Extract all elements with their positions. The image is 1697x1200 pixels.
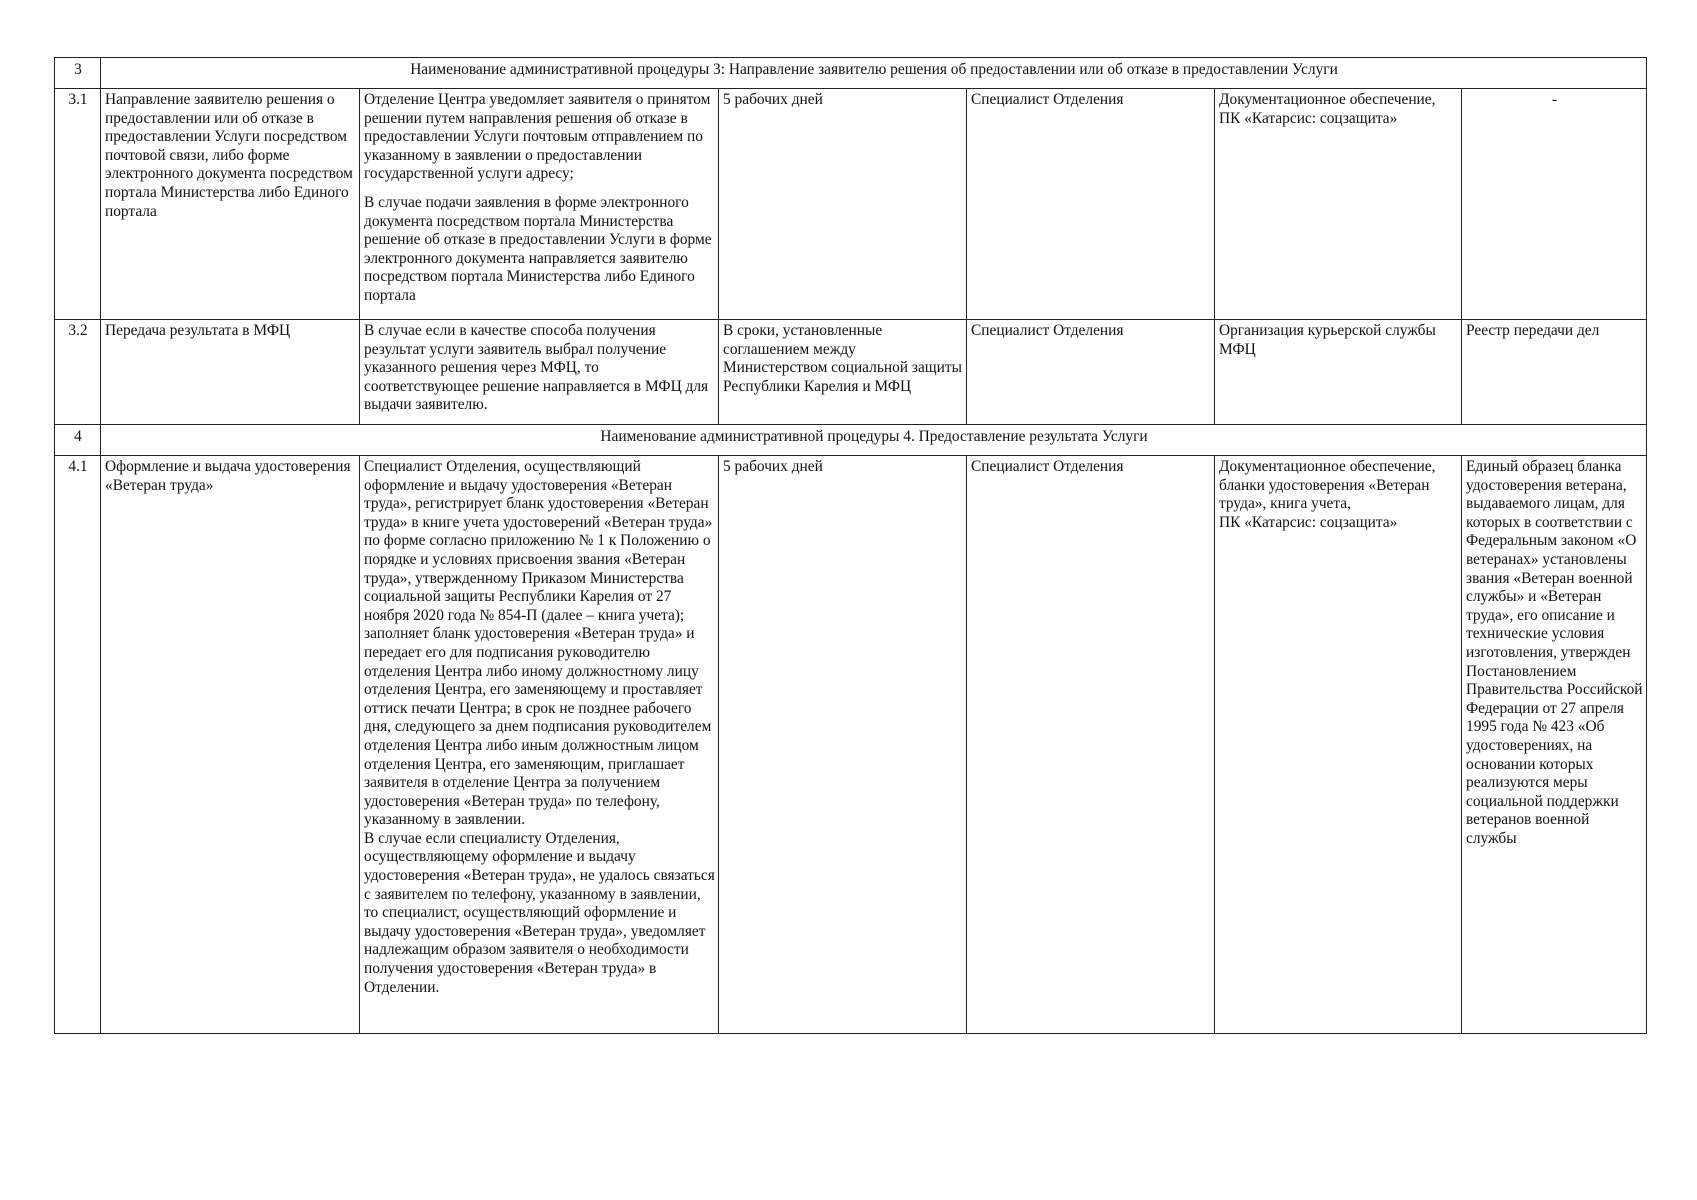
step-3-2-action: Передача результата в МФЦ	[101, 320, 360, 425]
step-3-1-executor: Специалист Отделения	[967, 89, 1215, 320]
procedure-4-title: Наименование административной процедуры 4. Предоставление результата Услуги	[101, 425, 1647, 456]
step-3-1-number: 3.1	[55, 89, 101, 320]
step-3-2-executor: Специалист Отделения	[967, 320, 1215, 425]
step-3-1-content-paragraph-2: В случае подачи заявления в форме электронного документа посредством портала Министерства решение об отказе в предоставлении Услуги в форме электронного документа направляется заявителю посредством портала Министерства либо Единого портала	[364, 193, 712, 304]
step-3-2-forms: Реестр передачи дел	[1462, 320, 1647, 425]
step-4-1-content-paragraph-2: В случае если специалисту Отделения, осуществляющему оформление и выдачу удостоверения «Ветеран труда», не удалось связаться с заявителем по телефону, указанному в заявлении, то специалист, осуществляющий оформление и выдачу удостоверения «Ветеран труда», уведомляет надлежащим образом заявителя о необходимости получения удостоверения «Ветеран труда» в Отделении.	[364, 829, 715, 996]
step-4-1-action: Оформление и выдача удостоверения «Ветеран труда»	[101, 456, 360, 1034]
step-3-1-content-paragraph-1: Отделение Центра уведомляет заявителя о принятом решении путем направления решения об отказе в предоставлении Услуги почтовым отправлением по указанному в заявлении о предоставлении государственной услуги адресу;	[364, 91, 711, 183]
step-4-1-content	[360, 456, 719, 1034]
step-3-1-term: 5 рабочих дней	[719, 89, 967, 320]
table-row-3-2	[55, 320, 1647, 425]
step-4-1-resources-line-2: ПК «Катарсис: соцзащита»	[1219, 513, 1398, 531]
step-3-1-action: Направление заявителю решения о предоставлении или об отказе в предоставлении Услуги посредством почтовой связи, либо форме электронного документа посредством портала Министерства либо Единого портала	[101, 89, 360, 320]
procedure-3-header-row	[55, 58, 1647, 89]
step-4-1-resources	[1215, 456, 1462, 1034]
step-4-1-executor: Специалист Отделения	[967, 456, 1215, 1034]
step-3-2-number: 3.2	[55, 320, 101, 425]
step-4-1-resources-line-1: Документационное обеспечение, бланки удостоверения «Ветеран труда», книга учета,	[1219, 458, 1436, 513]
step-4-1-content-paragraph-1: Специалист Отделения, осуществляющий оформление и выдачу удостоверения «Ветеран труда», регистрирует бланк удостоверения «Ветеран труда» в книге учета удостоверений «Ветеран труда» по форме согласно приложению № 1 к Положению о порядке и условиях присвоения звания «Ветеран труда», утвержденному Приказом Министерства социальной защиты Республики Карелия от 27 ноября 2020 года № 854-П (далее – книга учета); заполняет бланк удостоверения «Ветеран труда» и передает его для подписания руководителю отделения Центра либо иному должностному лицу отделения Центра, его заменяющему и проставляет оттиск печати Центра; в срок не позднее рабочего дня, следующего за днем подписания руководителем отделения Центра либо иным должностным лицом отделения Центра, его заменяющим, приглашает заявителя в отделение Центра за получением удостоверения «Ветеран труда» по телефону, указанному в заявлении.	[364, 458, 713, 829]
procedure-3-title: Наименование административной процедуры 3: Направление заявителю решения об предоставлении или об отказе в предоставлении Услуги	[101, 58, 1647, 89]
step-4-1-forms: Единый образец бланка удостоверения ветерана, выдаваемого лицам, для которых в соответствии с Федеральным законом «О ветеранах» установлены звания «Ветеран военной службы» и «Ветеран труда», его описание и технические условия изготовления, утвержден Постановлением Правительства Российской Федерации от 27 апреля 1995 года № 423 «Об удостоверениях, на основании которых реализуются меры социальной поддержки ветеранов военной службы	[1462, 456, 1647, 1034]
procedure-3-number: 3	[55, 58, 101, 89]
step-3-1-content	[360, 89, 719, 320]
procedure-4-number: 4	[55, 425, 101, 456]
table-row-4-1	[55, 456, 1647, 1034]
procedures-table	[54, 57, 1647, 1034]
step-3-1-forms: -	[1462, 89, 1647, 320]
step-3-2-resources: Организация курьерской службы МФЦ	[1215, 320, 1462, 425]
table-row-3-1	[55, 89, 1647, 320]
step-4-1-term: 5 рабочих дней	[719, 456, 967, 1034]
procedure-4-header-row	[55, 425, 1647, 456]
step-3-1-resources: Документационное обеспечение, ПК «Катарсис: соцзащита»	[1215, 89, 1462, 320]
step-3-2-content: В случае если в качестве способа получения результат услуги заявитель выбрал получение указанного решения через МФЦ, то соответствующее решение направляется в МФЦ для выдачи заявителю.	[360, 320, 719, 425]
step-3-2-term: В сроки, установленные соглашением между Министерством социальной защиты Республики Карелия и МФЦ	[719, 320, 967, 425]
step-4-1-number: 4.1	[55, 456, 101, 1034]
